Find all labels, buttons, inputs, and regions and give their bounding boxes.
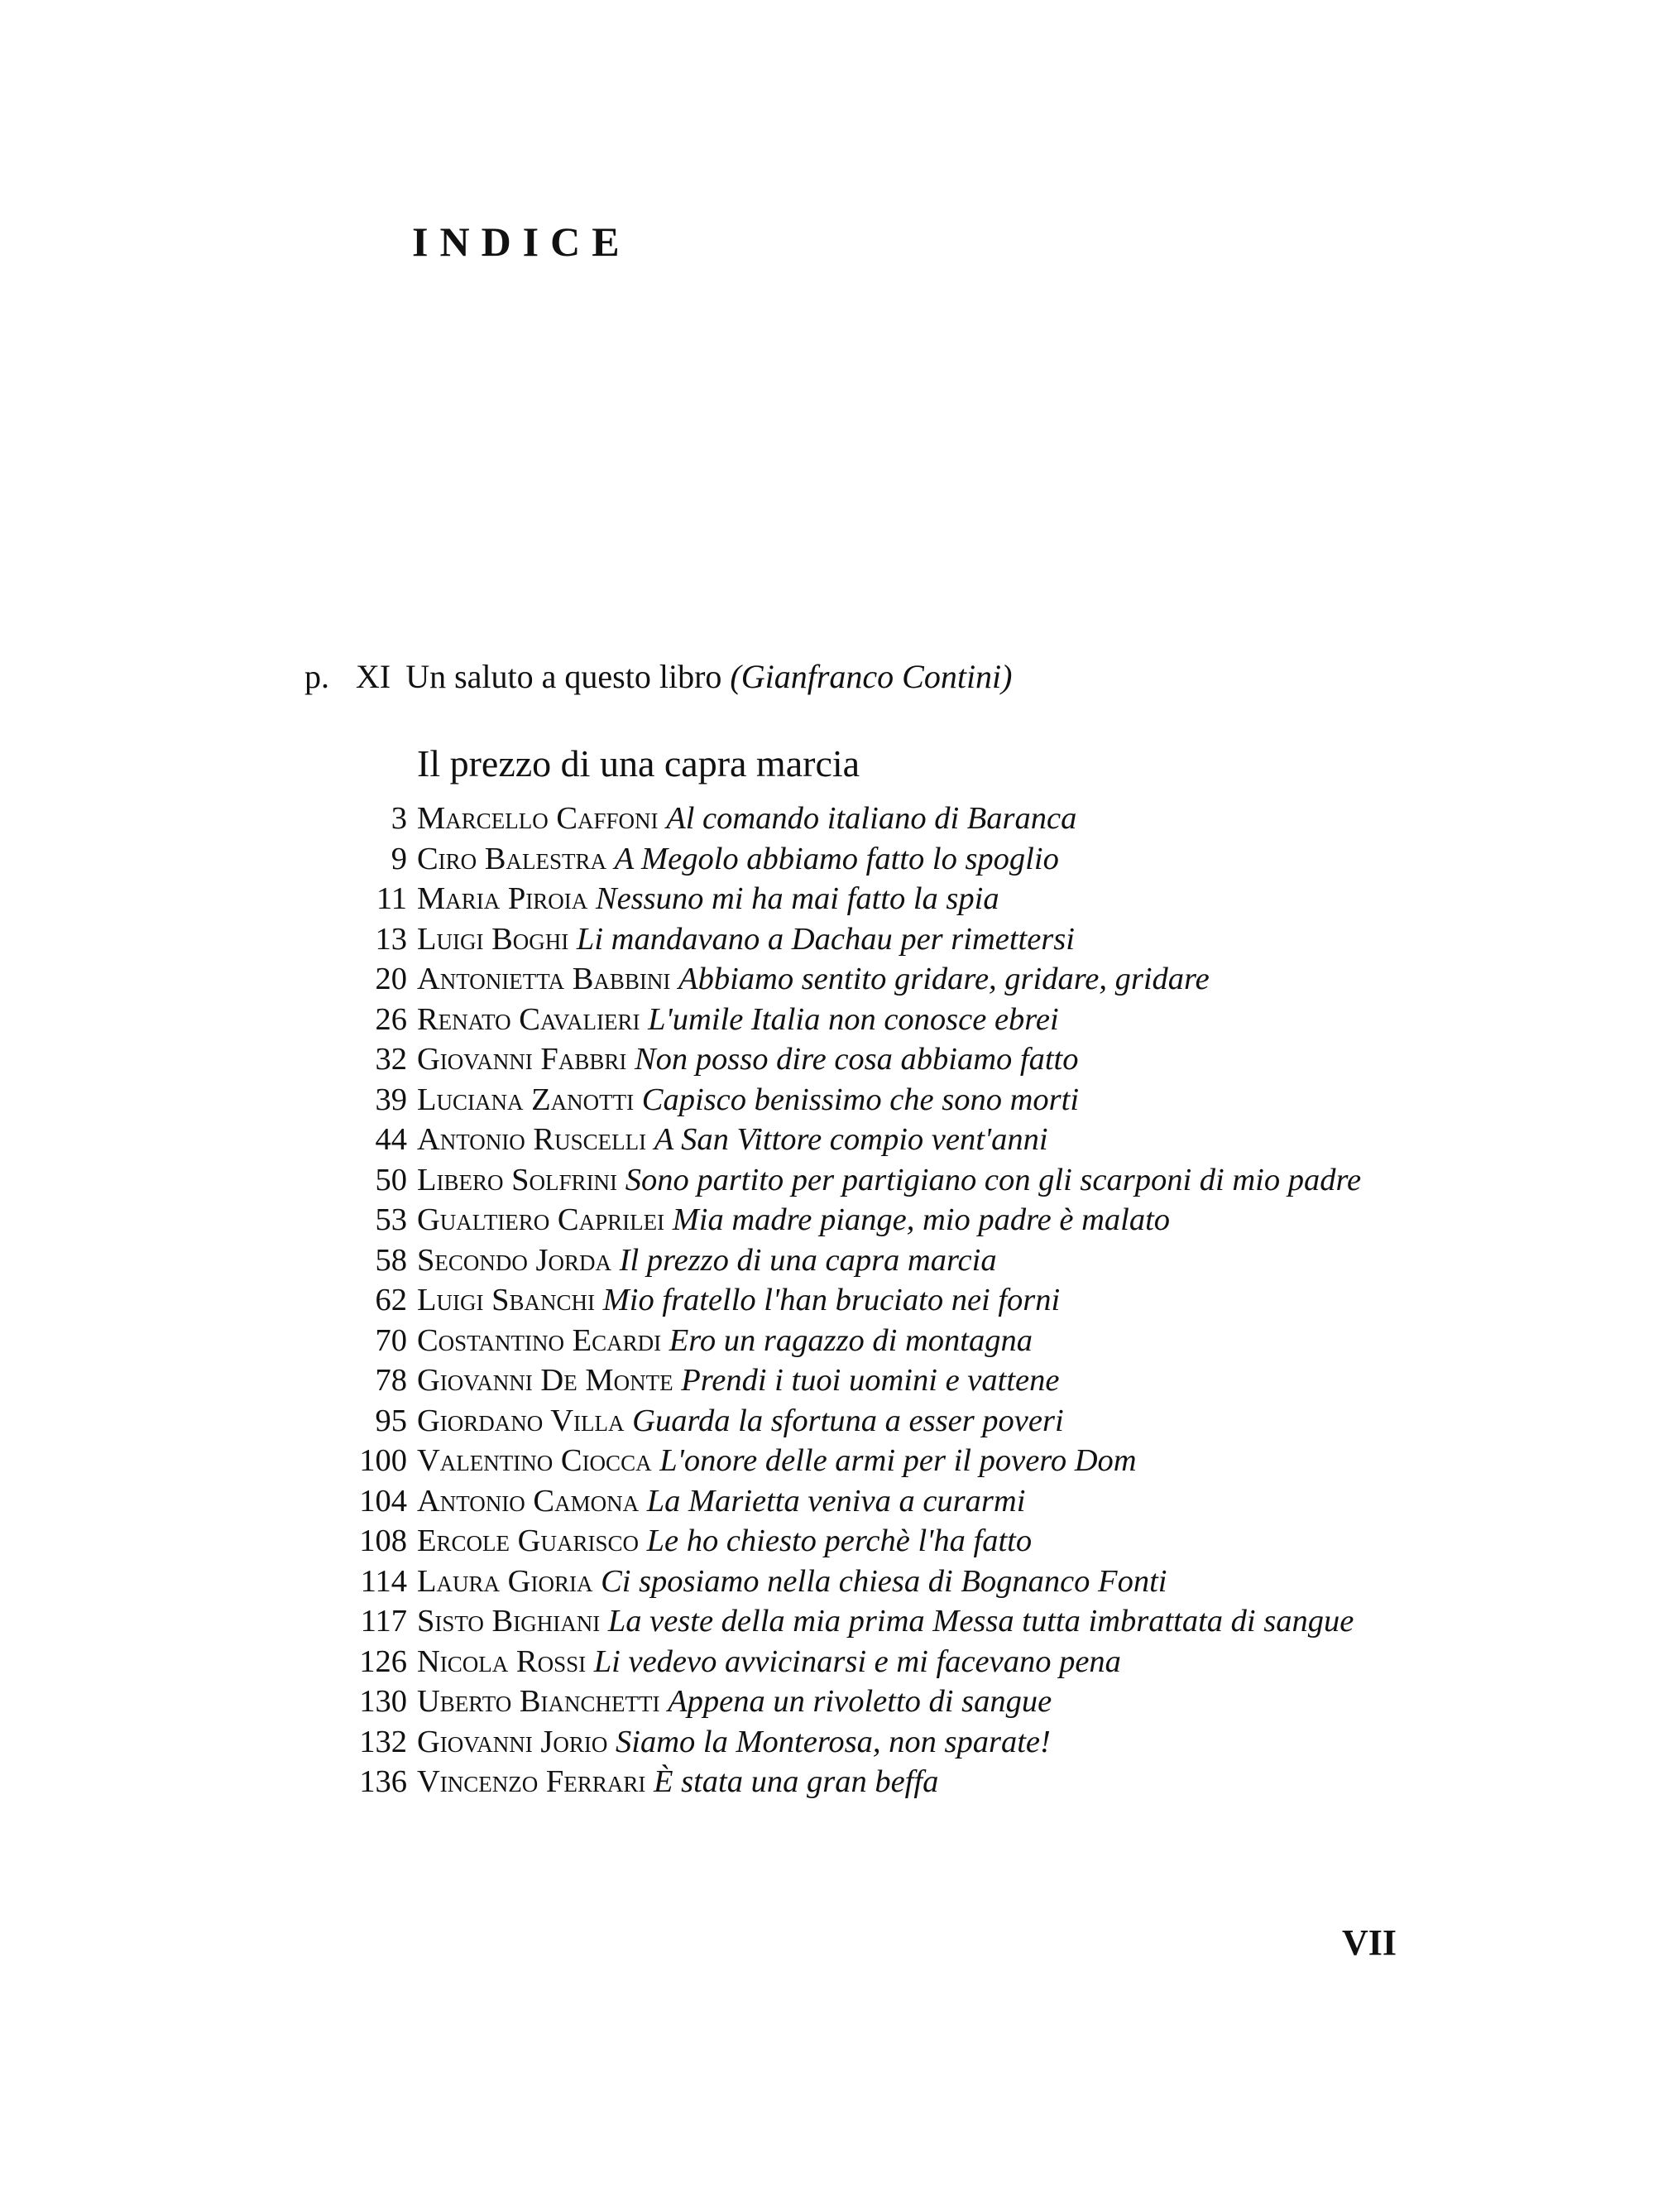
toc-author-name: Antonio Camona	[417, 1483, 640, 1519]
toc-entry	[331, 1401, 1407, 1442]
toc-entry	[331, 1521, 1407, 1562]
toc-chapter-title: Abbiamo sentito gridare, gridare, gridare	[678, 962, 1210, 996]
toc-author-name: Secondo Jorda	[417, 1242, 612, 1278]
preface-author: (Gianfranco Contini)	[730, 658, 1013, 695]
toc-author-name: Ercole Guarisco	[417, 1523, 639, 1558]
toc-page-number: 44	[375, 1122, 407, 1157]
toc-entry	[331, 1000, 1407, 1040]
toc-chapter-title: Le ho chiesto perchè l'ha fatto	[646, 1523, 1033, 1558]
toc-chapter-title: Il prezzo di una capra marcia	[619, 1242, 997, 1278]
toc-chapter-title: L'onore delle armi per il povero Dom	[659, 1443, 1137, 1478]
toc-entry-text	[417, 839, 1407, 880]
toc-entry-text	[417, 1722, 1407, 1763]
toc-page-number: 20	[375, 962, 407, 996]
toc-entry	[331, 1562, 1407, 1602]
toc-page-number: 62	[375, 1283, 407, 1317]
toc-entry-text	[417, 1160, 1407, 1201]
toc-page-number: 53	[375, 1202, 407, 1237]
section-title: Il prezzo di una capra marcia	[417, 742, 860, 785]
toc-entry	[331, 879, 1407, 919]
toc-entry-text	[417, 1682, 1407, 1722]
toc-chapter-title: Appena un rivoletto di sangue	[668, 1684, 1052, 1719]
toc-author-name: Valentino Ciocca	[417, 1443, 652, 1478]
toc-page-number: 132	[359, 1724, 407, 1759]
toc-page-number: 108	[359, 1523, 407, 1558]
toc-page-number: 126	[359, 1643, 407, 1679]
toc-author-name: Luciana Zanotti	[417, 1082, 635, 1117]
toc-chapter-title: La veste della mia prima Messa tutta imbrattata di sangue	[607, 1604, 1354, 1639]
toc-entry	[331, 1481, 1407, 1522]
toc-page-number: 3	[391, 801, 407, 836]
toc-author-name: Giovanni Fabbri	[417, 1042, 627, 1077]
toc-entry-text	[417, 879, 1407, 919]
toc-entry	[331, 1200, 1407, 1240]
toc-author-name: Maria Piroia	[417, 881, 588, 916]
toc-author-name: Giovanni De Monte	[417, 1363, 673, 1398]
toc-page-number: 117	[360, 1604, 407, 1639]
toc-chapter-title: Guarda la sfortuna a esser poveri	[632, 1403, 1064, 1438]
toc-page-number: 58	[375, 1242, 407, 1278]
toc-page-number: 130	[359, 1684, 407, 1719]
toc-entry-text	[417, 799, 1407, 839]
toc-author-name: Antonietta Babbini	[417, 962, 671, 996]
toc-author-name: Ciro Balestra	[417, 841, 606, 876]
toc-entry	[331, 1080, 1407, 1120]
toc-chapter-title: Prendi i tuoi uomini e vattene	[681, 1363, 1060, 1398]
toc-entry	[331, 1722, 1407, 1763]
toc-page-number: 78	[375, 1363, 407, 1398]
toc-entry-text	[417, 1642, 1407, 1682]
toc-entry-text	[417, 959, 1407, 1000]
toc-chapter-title: Al comando italiano di Baranca	[666, 801, 1077, 836]
toc-chapter-title: Non posso dire cosa abbiamo fatto	[634, 1042, 1079, 1077]
toc-author-name: Renato Cavalieri	[417, 1001, 640, 1037]
toc-page-number: 11	[376, 881, 407, 916]
toc-author-name: Luigi Sbanchi	[417, 1283, 596, 1317]
toc-author-name: Sisto Bighiani	[417, 1604, 601, 1639]
toc-entry	[331, 839, 1407, 880]
toc-page-number: 39	[375, 1082, 407, 1117]
toc-entry-text	[417, 1200, 1407, 1240]
toc-page-number: 114	[360, 1563, 407, 1599]
toc-chapter-title: Mia madre piange, mio padre è malato	[672, 1202, 1171, 1237]
toc-chapter-title: Ero un ragazzo di montagna	[669, 1322, 1033, 1358]
toc-entry-text	[417, 1562, 1407, 1602]
toc-chapter-title: Capisco benissimo che sono morti	[641, 1082, 1080, 1117]
toc-author-name: Marcello Caffoni	[417, 801, 659, 836]
toc-author-name: Uberto Bianchetti	[417, 1684, 660, 1719]
toc-author-name: Libero Solfrini	[417, 1162, 618, 1197]
toc-chapter-title: Li vedevo avvicinarsi e mi facevano pena	[593, 1643, 1121, 1679]
toc-entry	[331, 1160, 1407, 1201]
toc-entry	[331, 919, 1407, 960]
toc-page-number: 95	[375, 1403, 407, 1438]
toc-chapter-title: Mio fratello l'han bruciato nei forni	[602, 1283, 1061, 1317]
toc-chapter-title: A San Vittore compio vent'anni	[654, 1122, 1048, 1157]
toc-author-name: Giovanni Jorio	[417, 1724, 608, 1759]
preface-entry	[304, 654, 1012, 700]
toc-entry	[331, 799, 1407, 839]
toc-entry	[331, 1762, 1407, 1802]
toc-page-number: 136	[359, 1764, 407, 1799]
toc-entry	[331, 1601, 1407, 1642]
toc-author-name: Giordano Villa	[417, 1403, 625, 1438]
toc-entry-text	[417, 1441, 1407, 1481]
preface-title: Un saluto a questo libro	[405, 658, 722, 695]
toc-chapter-title: L'umile Italia non conosce ebrei	[648, 1001, 1059, 1037]
toc-entry-text	[417, 1120, 1407, 1160]
toc-page-number: 70	[375, 1322, 407, 1358]
toc-entry	[331, 1441, 1407, 1481]
toc-entry-text	[417, 1601, 1407, 1642]
toc-chapter-title: Nessuno mi ha mai fatto la spia	[595, 881, 999, 916]
table-of-contents	[331, 799, 1407, 1802]
toc-author-name: Luigi Boghi	[417, 921, 569, 957]
toc-author-name: Vincenzo Ferrari	[417, 1764, 646, 1799]
toc-chapter-title: Li mandavano a Dachau per rimettersi	[576, 921, 1075, 957]
toc-entry-text	[417, 1401, 1407, 1442]
preface-page-number: XI	[356, 658, 391, 695]
toc-entry	[331, 1321, 1407, 1361]
toc-page-number: 104	[359, 1483, 407, 1519]
toc-page-number: 13	[375, 921, 407, 957]
toc-chapter-title: Siamo la Monterosa, non sparate!	[616, 1724, 1051, 1759]
toc-author-name: Costantino Ecardi	[417, 1322, 662, 1358]
toc-author-name: Nicola Rossi	[417, 1643, 587, 1679]
toc-entry	[331, 1039, 1407, 1080]
toc-entry-text	[417, 1240, 1407, 1281]
toc-page-number: 50	[375, 1162, 407, 1197]
toc-page-number: 9	[391, 841, 407, 876]
toc-chapter-title: A Megolo abbiamo fatto lo spoglio	[614, 841, 1059, 876]
toc-chapter-title: È stata una gran beffa	[653, 1764, 939, 1799]
toc-entry-text	[417, 919, 1407, 960]
toc-entry	[331, 1280, 1407, 1321]
toc-entry-text	[417, 1280, 1407, 1321]
toc-chapter-title: Ci sposiamo nella chiesa di Bognanco Fonti	[601, 1563, 1167, 1599]
page-prefix: p.	[304, 658, 329, 695]
toc-chapter-title: La Marietta veniva a curarmi	[646, 1483, 1026, 1519]
toc-entry-text	[417, 1000, 1407, 1040]
toc-entry-text	[417, 1360, 1407, 1401]
toc-entry	[331, 1240, 1407, 1281]
page-folio: VII	[1341, 1922, 1397, 1963]
toc-page-number: 100	[359, 1443, 407, 1478]
toc-entry-text	[417, 1039, 1407, 1080]
toc-entry-text	[417, 1080, 1407, 1120]
toc-page-number: 26	[375, 1001, 407, 1037]
toc-entry-text	[417, 1321, 1407, 1361]
toc-author-name: Gualtiero Caprilei	[417, 1202, 665, 1237]
toc-chapter-title: Sono partito per partigiano con gli scarponi di mio padre	[625, 1162, 1362, 1197]
page-heading: INDICE	[412, 218, 631, 265]
toc-entry	[331, 1642, 1407, 1682]
toc-entry	[331, 1360, 1407, 1401]
toc-author-name: Laura Gioria	[417, 1563, 593, 1599]
toc-page-number: 32	[375, 1042, 407, 1077]
toc-entry	[331, 959, 1407, 1000]
toc-entry-text	[417, 1521, 1407, 1562]
toc-entry-text	[417, 1762, 1407, 1802]
toc-entry	[331, 1120, 1407, 1160]
toc-author-name: Antonio Ruscelli	[417, 1122, 647, 1157]
toc-entry	[331, 1682, 1407, 1722]
toc-entry-text	[417, 1481, 1407, 1522]
